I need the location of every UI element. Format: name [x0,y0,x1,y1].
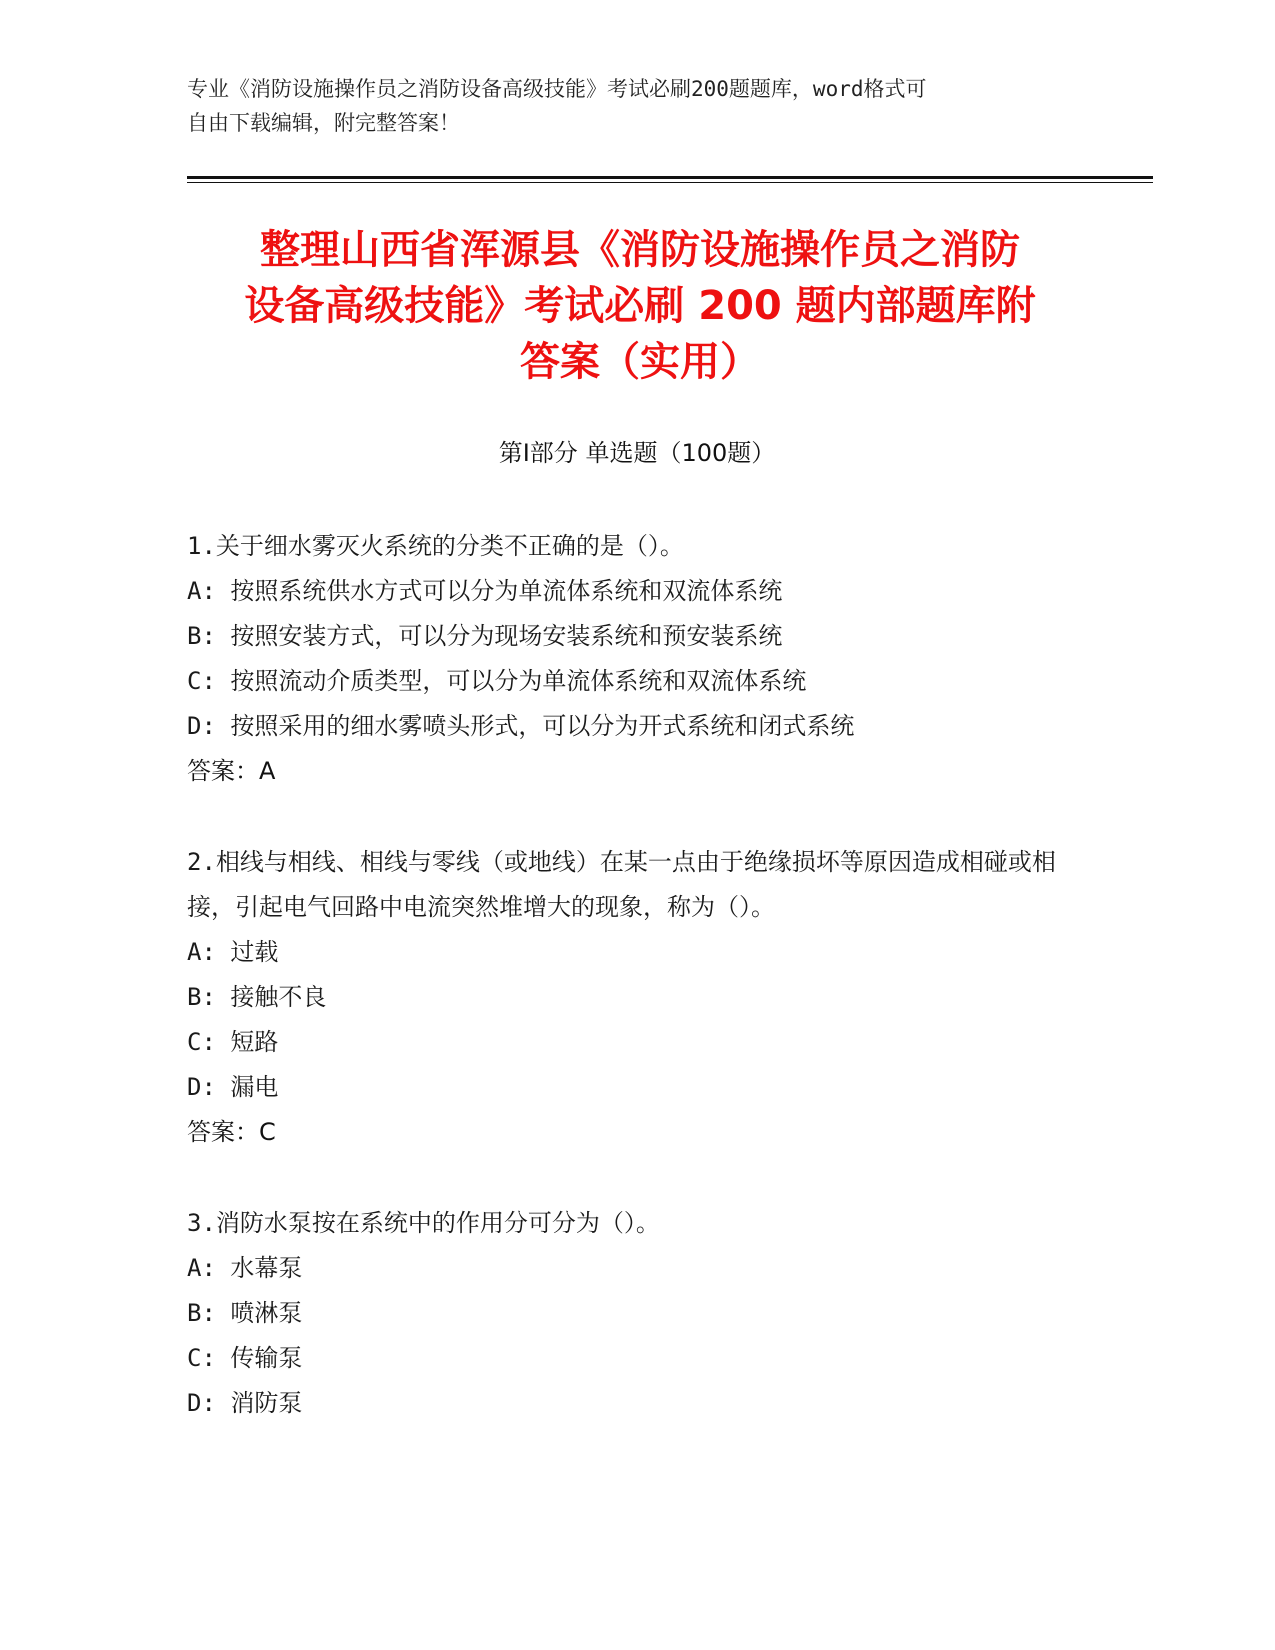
question-option-b: B: 接触不良 [187,983,327,1011]
header-note-line-1: 专业《消防设施操作员之消防设备高级技能》考试必刷200题题库，word格式可 [187,77,927,101]
question-option-a: A: 水幕泵 [187,1254,303,1282]
question-option-d: D: 按照采用的细水雾喷头形式，可以分为开式系统和闭式系统 [187,712,855,740]
question-option-b: B: 按照安装方式，可以分为现场安装系统和预安装系统 [187,622,783,650]
question-option-a: A: 过载 [187,938,279,966]
question-answer: 答案：A [187,757,276,785]
question-option-c: C: 传输泵 [187,1344,303,1372]
question-item [187,1201,1087,1426]
question-option-d: D: 漏电 [187,1073,279,1101]
document-title-line-1: 整理山西省浑源县《消防设施操作员之消防 [260,227,1020,273]
question-item [187,524,1087,794]
section-heading: 第Ⅰ部分 单选题（100题） [498,439,776,467]
question-option-d: D: 消防泵 [187,1389,303,1417]
question-stem: 3.消防水泵按在系统中的作用分可分为（）。 [187,1209,660,1237]
question-stem: 2.相线与相线、相线与零线（或地线）在某一点由于绝缘损坏等原因造成相碰或相接，引起电气回路中电流突然堆增大的现象，称为（）。 [187,848,1056,921]
question-list [187,524,1087,1472]
question-option-c: C: 短路 [187,1028,279,1056]
header-divider-thick [187,176,1153,179]
document-title [180,222,1100,390]
question-answer: 答案：C [187,1118,276,1146]
header-note [187,72,1087,140]
question-option-c: C: 按照流动介质类型，可以分为单流体系统和双流体系统 [187,667,807,695]
header-note-line-2: 自由下载编辑，附完整答案！ [187,111,460,135]
question-item [187,840,1087,1155]
document-title-line-3: 答案（实用） [520,339,760,385]
question-stem: 1.关于细水雾灭火系统的分类不正确的是（）。 [187,532,684,560]
question-option-a: A: 按照系统供水方式可以分为单流体系统和双流体系统 [187,577,783,605]
document-title-line-2: 设备高级技能》考试必刷 200 题内部题库附 [244,283,1036,329]
header-divider-thin [187,182,1153,183]
question-option-b: B: 喷淋泵 [187,1299,303,1327]
